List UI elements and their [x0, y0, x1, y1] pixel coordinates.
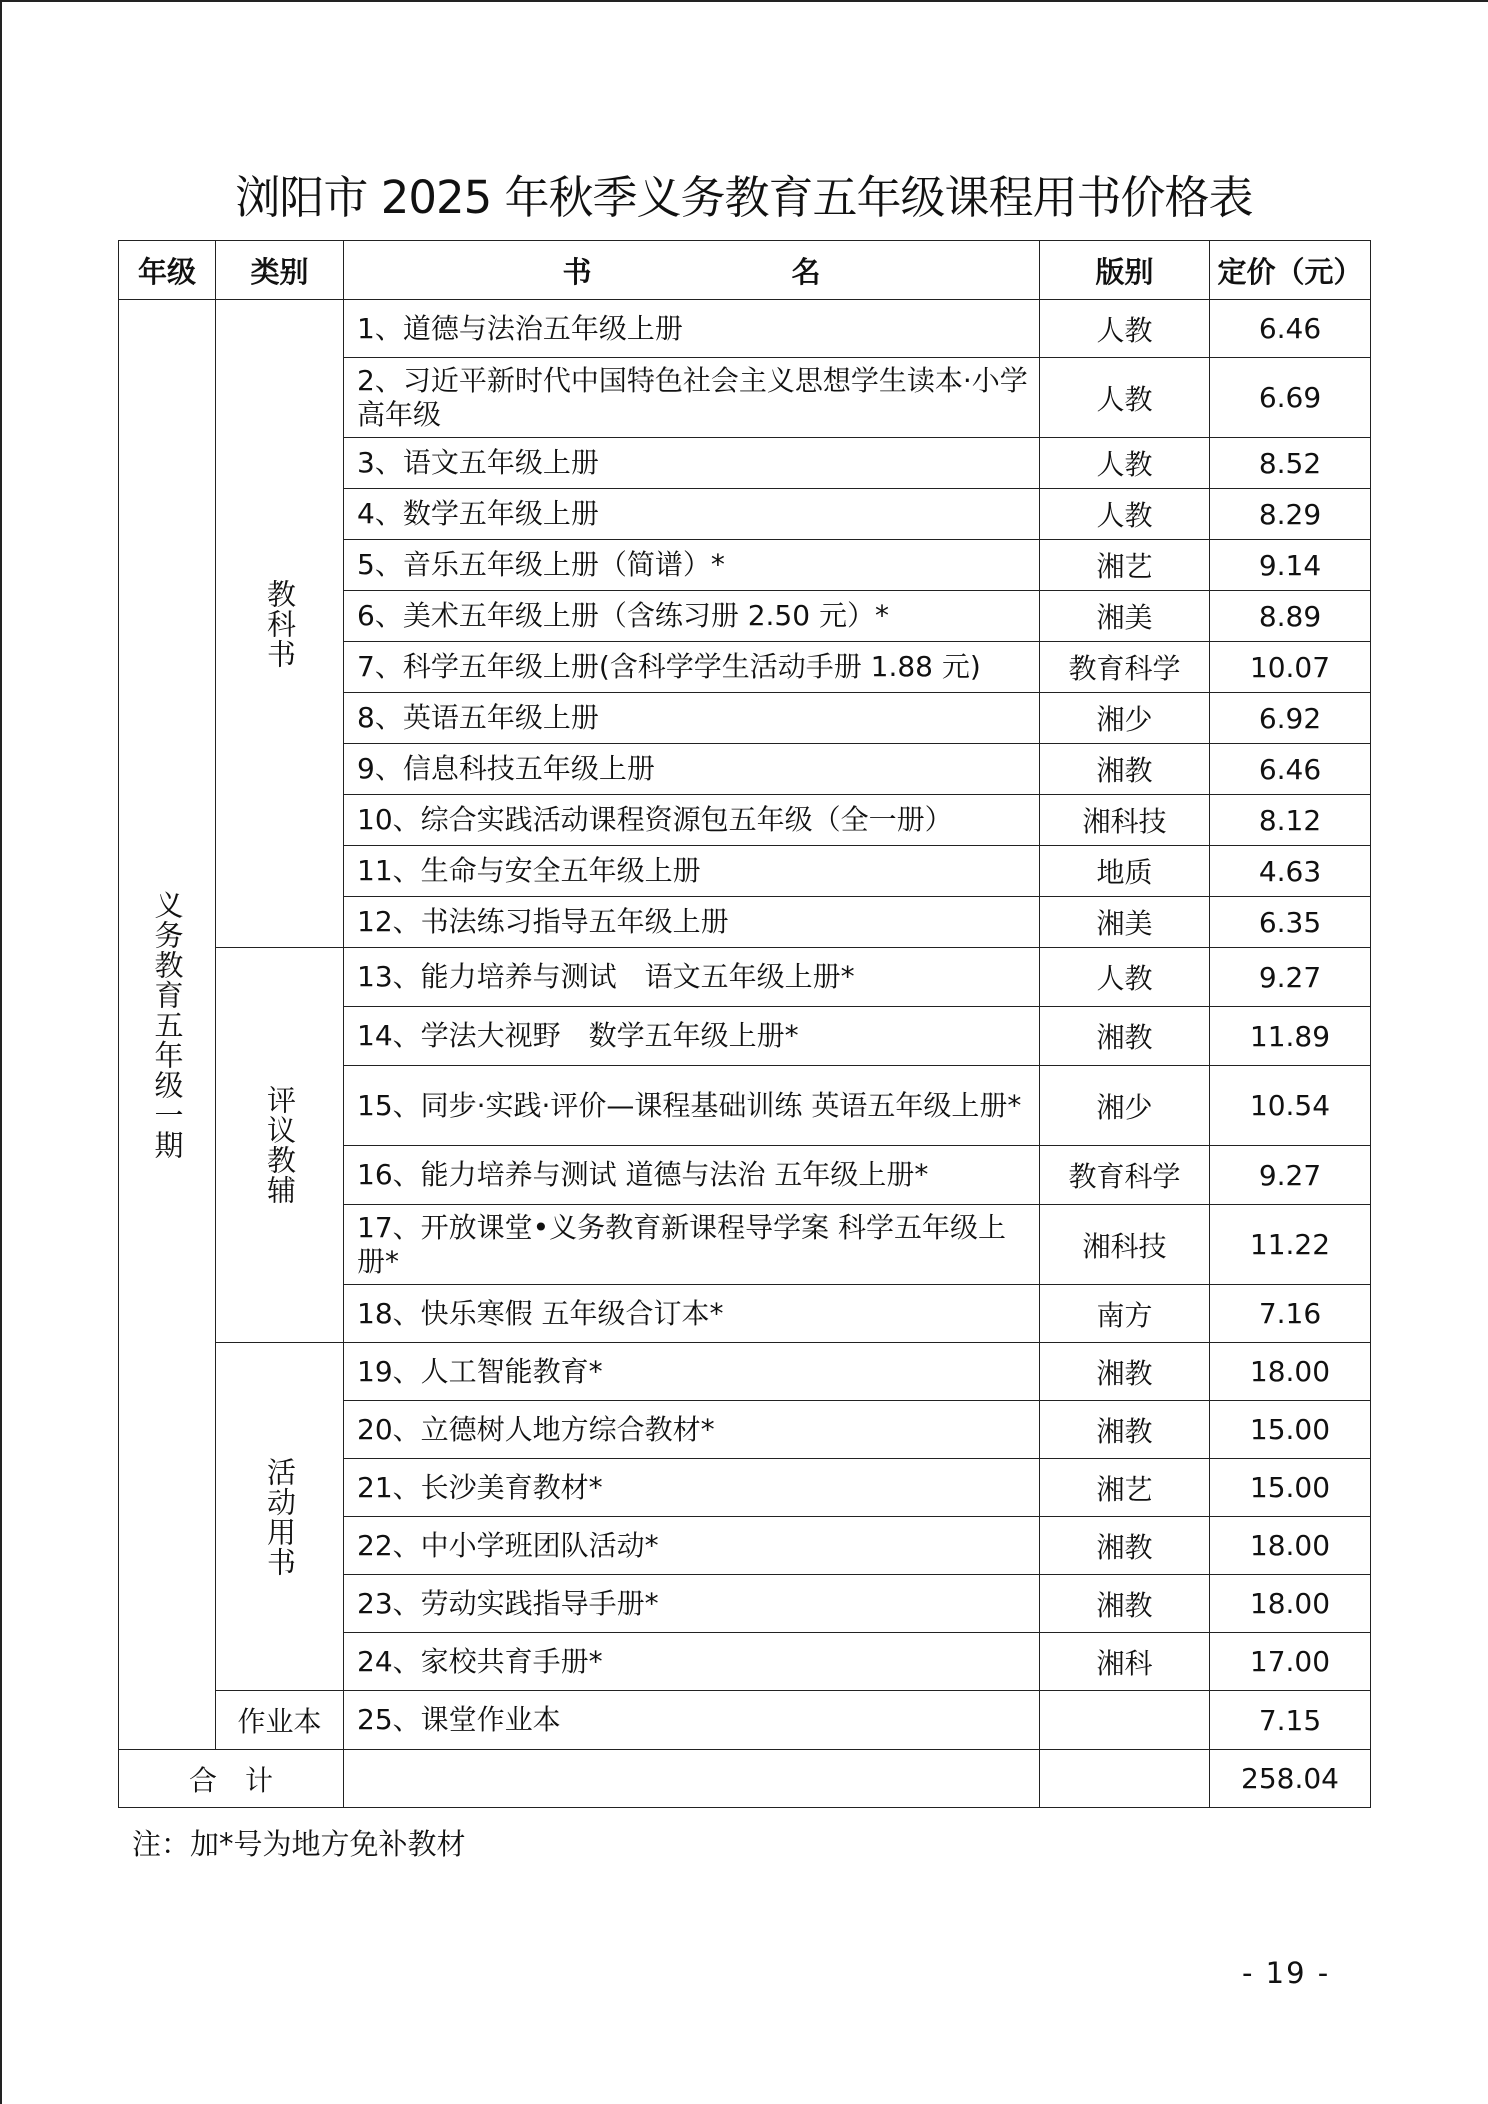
- edition-cell: 教育科学: [1040, 642, 1210, 693]
- edition-cell: 地质: [1040, 846, 1210, 897]
- document-title: 浏阳市 2025 年秋季义务教育五年级课程用书价格表: [235, 171, 1253, 224]
- edition-cell: 湘教: [1040, 1343, 1210, 1401]
- edition-cell: 湘教: [1040, 744, 1210, 795]
- price-cell: 17.00: [1210, 1633, 1371, 1691]
- edition-cell: 湘艺: [1040, 540, 1210, 591]
- book-name-cell: 2、习近平新时代中国特色社会主义思想学生读本·小学高年级: [344, 358, 1040, 438]
- price-cell: 7.16: [1210, 1285, 1371, 1343]
- price-cell: 10.54: [1210, 1066, 1371, 1146]
- total-book-name-empty: [344, 1750, 1040, 1808]
- book-name-cell: 8、英语五年级上册: [344, 693, 1040, 744]
- price-cell: 15.00: [1210, 1401, 1371, 1459]
- book-name-cell: 5、音乐五年级上册（简谱）*: [344, 540, 1040, 591]
- edition-cell: 湘教: [1040, 1401, 1210, 1459]
- book-name-cell: 15、同步·实践·评价—课程基础训练 英语五年级上册*: [344, 1066, 1040, 1146]
- price-cell: 9.14: [1210, 540, 1371, 591]
- edition-cell: 人教: [1040, 438, 1210, 489]
- price-table: [118, 240, 1371, 1808]
- price-cell: 18.00: [1210, 1517, 1371, 1575]
- book-name-cell: 21、长沙美育教材*: [344, 1459, 1040, 1517]
- book-name-cell: 22、中小学班团队活动*: [344, 1517, 1040, 1575]
- price-cell: 6.46: [1210, 300, 1371, 358]
- edition-cell: 湘美: [1040, 897, 1210, 948]
- price-cell: 15.00: [1210, 1459, 1371, 1517]
- table-header-row: [119, 241, 1371, 300]
- edition-cell: 湘少: [1040, 693, 1210, 744]
- page-border-left: [0, 0, 2, 2104]
- price-cell: 11.89: [1210, 1007, 1371, 1066]
- price-cell: 8.29: [1210, 489, 1371, 540]
- book-name-cell: 9、信息科技五年级上册: [344, 744, 1040, 795]
- edition-cell: 教育科学: [1040, 1146, 1210, 1205]
- book-name-cell: 14、学法大视野 数学五年级上册*: [344, 1007, 1040, 1066]
- edition-cell: [1040, 1691, 1210, 1750]
- book-name-cell: 20、立德树人地方综合教材*: [344, 1401, 1040, 1459]
- total-price: 258.04: [1210, 1750, 1371, 1808]
- edition-cell: 湘科技: [1040, 795, 1210, 846]
- edition-cell: 湘教: [1040, 1575, 1210, 1633]
- table-row: [119, 948, 1371, 1007]
- price-cell: 9.27: [1210, 948, 1371, 1007]
- book-name-cell: 13、能力培养与测试 语文五年级上册*: [344, 948, 1040, 1007]
- edition-cell: 湘少: [1040, 1066, 1210, 1146]
- price-cell: 18.00: [1210, 1343, 1371, 1401]
- price-cell: 7.15: [1210, 1691, 1371, 1750]
- book-name-cell: 10、综合实践活动课程资源包五年级（全一册）: [344, 795, 1040, 846]
- price-cell: 6.35: [1210, 897, 1371, 948]
- book-name-cell: 6、美术五年级上册（含练习册 2.50 元）*: [344, 591, 1040, 642]
- edition-cell: 人教: [1040, 300, 1210, 358]
- grade-label: 义务教育五年级一期: [150, 889, 185, 1160]
- book-name-cell: 7、科学五年级上册(含科学学生活动手册 1.88 元): [344, 642, 1040, 693]
- header-book-name-a: 书: [562, 254, 592, 289]
- book-name-cell: 11、生命与安全五年级上册: [344, 846, 1040, 897]
- book-name-cell: 17、开放课堂•义务教育新课程导学案 科学五年级上册*: [344, 1205, 1040, 1285]
- edition-cell: 人教: [1040, 358, 1210, 438]
- book-name-cell: 12、书法练习指导五年级上册: [344, 897, 1040, 948]
- price-cell: 8.52: [1210, 438, 1371, 489]
- header-book-name-b: 名: [791, 254, 821, 289]
- edition-cell: 南方: [1040, 1285, 1210, 1343]
- price-cell: 6.46: [1210, 744, 1371, 795]
- price-cell: 4.63: [1210, 846, 1371, 897]
- edition-cell: 湘科: [1040, 1633, 1210, 1691]
- category-cell-textbook: [216, 300, 344, 948]
- book-name-cell: 3、语文五年级上册: [344, 438, 1040, 489]
- book-name-cell: 18、快乐寒假 五年级合订本*: [344, 1285, 1040, 1343]
- page-border-top: [0, 0, 1488, 2]
- category-cell-activity-books: [216, 1343, 344, 1691]
- footnote: 注：加*号为地方免补教材: [132, 1827, 466, 1861]
- book-name-cell: 19、人工智能教育*: [344, 1343, 1040, 1401]
- grade-cell: [119, 300, 216, 1750]
- total-row: [119, 1750, 1371, 1808]
- price-cell: 6.69: [1210, 358, 1371, 438]
- total-edition-empty: [1040, 1750, 1210, 1808]
- header-grade: 年级: [119, 241, 216, 300]
- category-activity-books-label: 活动用书: [263, 1456, 297, 1577]
- header-book-name: [344, 241, 1040, 300]
- book-name-cell: 1、道德与法治五年级上册: [344, 300, 1040, 358]
- edition-cell: 湘科技: [1040, 1205, 1210, 1285]
- book-name-cell: 16、能力培养与测试 道德与法治 五年级上册*: [344, 1146, 1040, 1205]
- price-cell: 9.27: [1210, 1146, 1371, 1205]
- edition-cell: 人教: [1040, 948, 1210, 1007]
- edition-cell: 人教: [1040, 489, 1210, 540]
- price-cell: 8.12: [1210, 795, 1371, 846]
- edition-cell: 湘艺: [1040, 1459, 1210, 1517]
- header-edition: 版别: [1040, 241, 1210, 300]
- table-row: [119, 1343, 1371, 1401]
- table-row: [119, 1691, 1371, 1750]
- header-price: 定价（元）: [1210, 241, 1371, 300]
- price-cell: 11.22: [1210, 1205, 1371, 1285]
- total-label: 合 计: [119, 1750, 344, 1808]
- book-name-cell: 23、劳动实践指导手册*: [344, 1575, 1040, 1633]
- category-textbook-label: 教科书: [263, 578, 297, 669]
- book-name-cell: 24、家校共育手册*: [344, 1633, 1040, 1691]
- table-row: [119, 300, 1371, 358]
- book-name-cell: 25、课堂作业本: [344, 1691, 1040, 1750]
- header-category: 类别: [216, 241, 344, 300]
- price-cell: 18.00: [1210, 1575, 1371, 1633]
- page-number: - 19 -: [1242, 1956, 1331, 1990]
- edition-cell: 湘教: [1040, 1517, 1210, 1575]
- price-cell: 10.07: [1210, 642, 1371, 693]
- category-cell-workbook: 作业本: [216, 1691, 344, 1750]
- price-cell: 8.89: [1210, 591, 1371, 642]
- category-review-aids-label: 评议教辅: [263, 1085, 297, 1205]
- category-cell-review-aids: [216, 948, 344, 1343]
- edition-cell: 湘教: [1040, 1007, 1210, 1066]
- price-cell: 6.92: [1210, 693, 1371, 744]
- edition-cell: 湘美: [1040, 591, 1210, 642]
- book-name-cell: 4、数学五年级上册: [344, 489, 1040, 540]
